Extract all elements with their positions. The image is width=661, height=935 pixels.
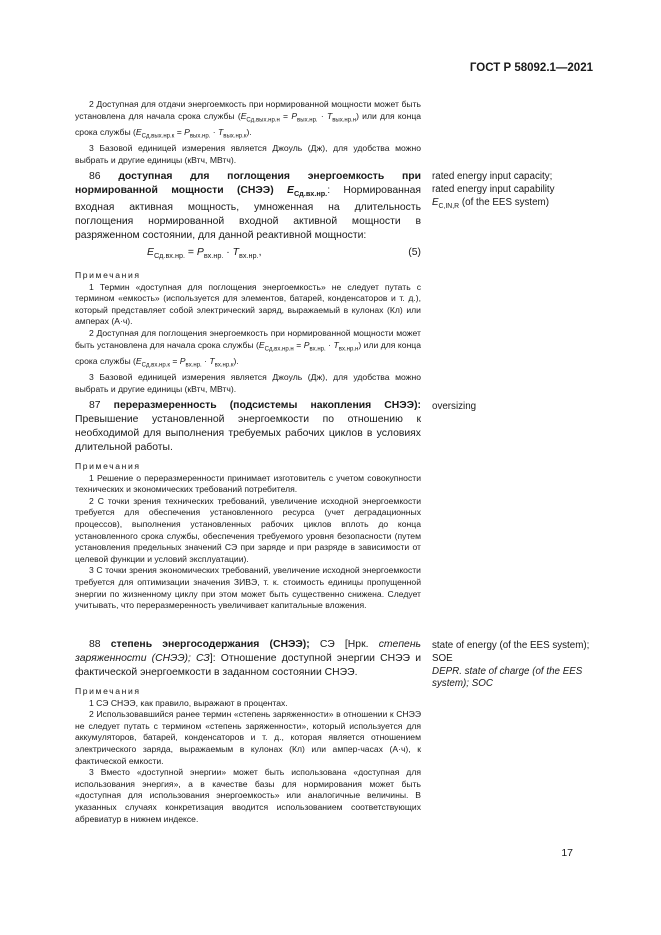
term-87: 87 переразмеренность (подсистемы накопления СНЭЭ): Превышение установленной энергоемкости по отношению к необходимой для выполнения требуемых рабочих циклов в условиях длительной работы.	[75, 400, 421, 453]
term-86-english: rated energy input capacity; rated energy input capability $E_{C,IN,R}$ (of the EES system)	[432, 171, 555, 210]
term-88-english: state of energy (of the EES system); SOE DEPR. state of charge (of the EES system); SOC	[432, 640, 590, 690]
term-88-notes: Примечания 1 СЭ СНЭЭ, как правило, выражают в процентах. 2 Использовавшийся ранее термин «степень заряженности» в отношении к СНЭЭ не следует путать с термином «степень заряженности», который используется для аккумуляторов, батарей, конденсаторов и т. д., которая является отношением электрического заряда, выражаемым в кулонах (Кл) или ампер-часах (А·ч), к фактической емкости. 3 Вместо «доступной энергии» может быть использована «доступная для использования энергия», а в качестве базы для нормирования может быть «доступная для использования энергоемкость» или аналогичные величины. В указанных случаях конкретизация вводится использованием соответствующих абревиатур в нижнем индексе.	[75, 686, 421, 824]
term-86: 86 доступная для поглощения энергоемкость при нормированной мощности (СНЭЭ) $E_{Сд.вх.нр.}$: Нормированная входная активная мощность, умноженная на длительность поглощения нормированной входной активной мощности в разряженном состоянии, для данной реактивной мощности:	[75, 171, 422, 242]
term-87-notes: Примечания 1 Решение о переразмеренности принимает изготовитель с учетом совокупности технических и экономических требований потребителя. 2 С точки зрения технических требований, увеличение исходной энергоемкости требуется для обеспечения установленного ресурса (учет деградационных процессов), выполнения установленных рабочих циклов вплоть до конца установленного срока службы, обеспечения требуемого уровня безопасности (путем установления предельных значений СЭ при заряде и при разряде в зависимости от целевой функции и условий эксплуатации). 3 С точки зрения экономических требований, увеличение исходной энергоемкости требуется для оптимизации значения ЗИВЭ, т. к. стоимость единицы пропущенной энергии по жизненному циклу при этом может быть существенно снижена. Следует учитывать, что переразмеренность увеличивает капитальные вложения.	[75, 461, 421, 611]
note-2-top: 2 Доступная для отдачи энергоемкость при нормированной мощности может быть установлена для начала срока службы $(E_{Сд.вых.нр.н} = P_{вых.нр.} \cdot T_{вых.нр.н})$ или для конца срока службы $(E_{Сд.вых.нр.к} = P_{вых.нр.} \cdot T_{вых.нр.к})$.	[75, 99, 422, 140]
formula-5: $E_{Сд.вх.нр.} = P_{вх.нр.} \cdot T_{вх.нр.}$, (5)	[147, 247, 421, 261]
note-3-top: 3 Базовой единицей измерения является Джоуль (Дж), для удобства можно выбрать и другие единицы (кВтч, МВтч).	[75, 143, 421, 165]
page-number: 17	[561, 847, 573, 859]
notes-continued	[75, 99, 421, 166]
term-88: 88 степень энергосодержания (СНЭЭ); СЭ [Нрк. степень заряженности (СНЭЭ); СЗ]: Отношение доступной энергии СНЭЭ и фактической энергоемкости в заданном состоянии СНЭЭ.	[75, 639, 421, 678]
notes-title: Примечания	[75, 270, 141, 280]
document-header: ГОСТ Р 58092.1—2021	[469, 62, 593, 74]
term-87-english: oversizing	[432, 401, 477, 412]
term-86-notes: Примечания 1 Термин «доступная для поглощения энергоемкость» не следует путать с термином «емкость» (используется для элементов, батарей, конденсаторов и т. д.), который представляет собой электрический заряд, выражаемый в кулонах (Кл) или амперах (А·ч). 2 Доступная для поглощения энергоемкость при нормированной мощности может быть установлена для начала срока службы $(E_{Сд.вх.нр.н} = P_{вх.нр.} \cdot T_{вх.нр.н})$ или для конца срока службы $(E_{Сд.вх.нр.к} = P_{вх.нр.} \cdot T_{вх.нр.к})$. 3 Базовой единицей измерения является Джоуль (Дж), для удобства можно выбрать и другие единицы (кВтч, МВтч).	[75, 270, 422, 394]
